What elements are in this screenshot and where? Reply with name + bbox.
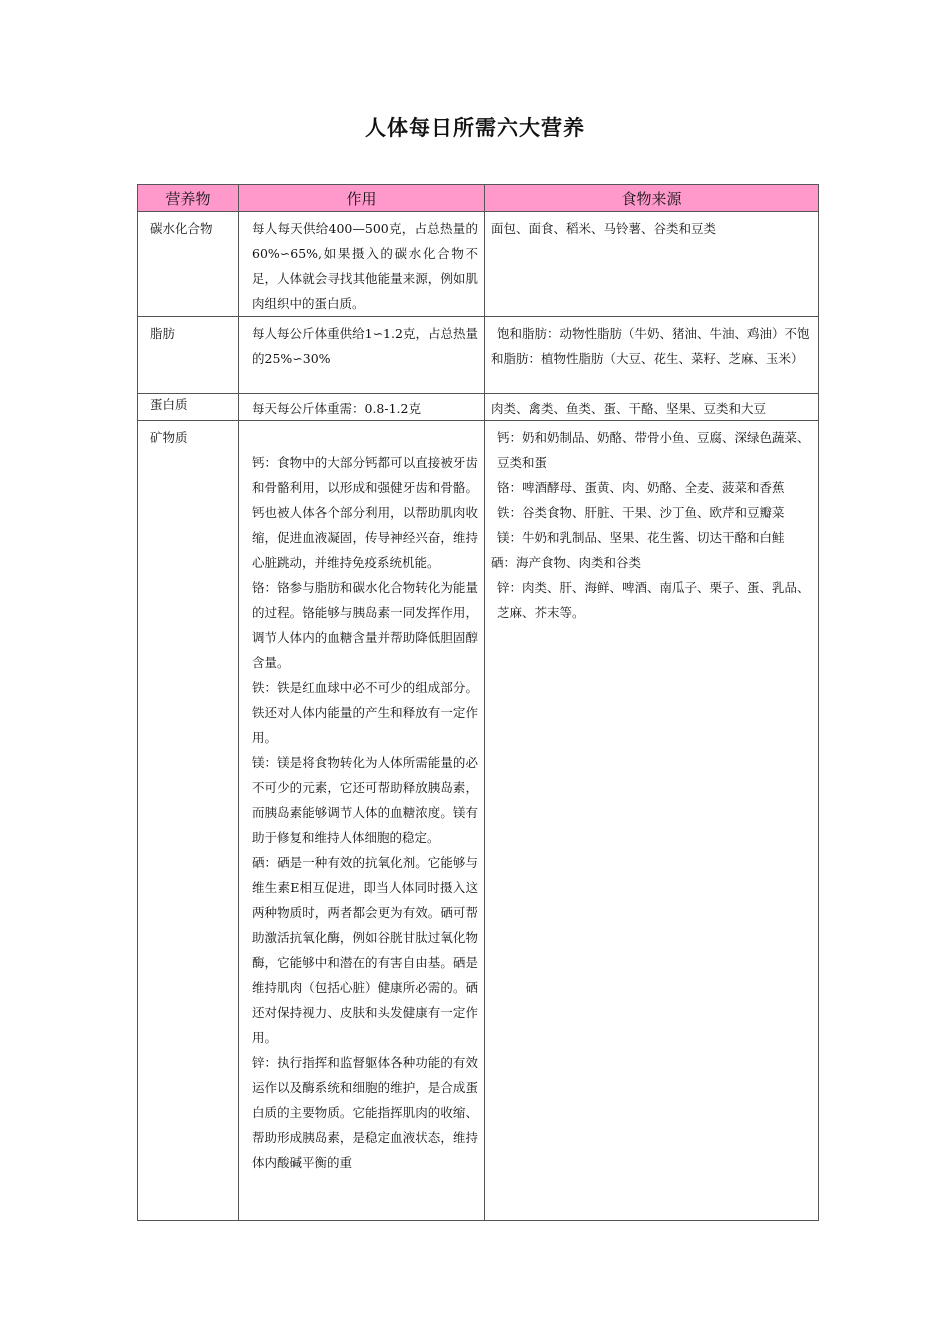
nutrient-source: 面包、面食、稻米、马铃薯、谷类和豆类 xyxy=(485,212,819,317)
table-row-fat xyxy=(138,317,819,394)
table-header-row xyxy=(138,185,819,212)
nutrient-source-text: 饱和脂肪：动物性脂肪（牛奶、猪油、牛油、鸡油）不饱和脂肪：植物性脂肪（大豆、花生、菜籽、芝麻、玉米） xyxy=(491,326,810,366)
header-effect: 作用 xyxy=(239,185,485,212)
nutrient-name: 碳水化合物 xyxy=(138,212,239,317)
nutrient-name: 矿物质 xyxy=(138,421,239,1221)
nutrient-effect xyxy=(239,421,485,1221)
page-title: 人体每日所需六大营养 xyxy=(365,116,585,140)
nutrient-effect: 每天每公斤体重需：0.8-1.2克 xyxy=(239,394,485,421)
nutrient-source xyxy=(485,421,819,1221)
mineral-source-chromium: 铬：啤酒酵母、蛋黄、肉、奶酪、全麦、菠菜和香蕉 xyxy=(497,480,785,495)
nutrition-table xyxy=(137,184,819,1221)
nutrient-effect: 每人每天供给400—500克，占总热量的60%∽65%,如果摄入的碳水化合物不足，人体就会寻找其他能量来源，例如肌肉组织中的蛋白质。 xyxy=(239,212,485,317)
mineral-effect-selenium: 硒：硒是一种有效的抗氧化剂。它能够与维生素E相互促进，即当人体同时摄入这两种物质时，两者都会更为有效。硒可帮助激活抗氧化酶，例如谷胱甘肽过氧化物酶，它能够中和潜在的有害自由基。硒是维持肌肉（包括心脏）健康所必需的。硒还对保持视力、皮肤和头发健康有一定作用。 xyxy=(252,855,478,1045)
nutrient-name: 脂肪 xyxy=(138,317,239,394)
blank-line xyxy=(252,425,478,450)
mineral-source-selenium: 硒：海产食物、肉类和谷类 xyxy=(491,555,642,570)
mineral-source-zinc: 锌：肉类、肝、海鲜、啤酒、南瓜子、栗子、蛋、乳品、芝麻、芥末等。 xyxy=(497,580,810,620)
mineral-source-magnesium: 镁：牛奶和乳制品、坚果、花生酱、切达干酪和白鲑 xyxy=(497,530,785,545)
mineral-effect-calcium: 钙：食物中的大部分钙都可以直接被牙齿和骨骼利用，以形成和强健牙齿和骨骼。钙也被人体各个部分利用，以帮助肌肉收缩，促进血液凝固，传导神经兴奋，维持心脏跳动，并维持免疫系统机能。 xyxy=(252,455,478,570)
table-row-mineral xyxy=(138,421,819,1221)
mineral-effect-iron: 铁：铁是红血球中必不可少的组成部分。铁还对人体内能量的产生和释放有一定作用。 xyxy=(252,680,478,745)
table-row-carbohydrate xyxy=(138,212,819,317)
mineral-effect-zinc: 锌：执行指挥和监督躯体各种功能的有效运作以及酶系统和细胞的维护，是合成蛋白质的主要物质。它能指挥肌肉的收缩、帮助形成胰岛素，是稳定血液状态，维持体内酸碱平衡的重 xyxy=(252,1055,478,1170)
nutrient-effect: 每人每公斤体重供给1∽1.2克，占总热量的25%∽30% xyxy=(239,317,485,394)
table-row-protein xyxy=(138,394,819,421)
header-food-source: 食物来源 xyxy=(485,185,819,212)
header-nutrient: 营养物 xyxy=(138,185,239,212)
mineral-effect-chromium: 铬：铬参与脂肪和碳水化合物转化为能量的过程。铬能够与胰岛素一同发挥作用，调节人体内的血糖含量并帮助降低胆固醇含量。 xyxy=(252,580,478,670)
nutrient-source: 肉类、禽类、鱼类、蛋、干酪、坚果、豆类和大豆 xyxy=(485,394,819,421)
nutrient-source xyxy=(485,317,819,394)
mineral-source-iron: 铁：谷类食物、肝脏、干果、沙丁鱼、欧芹和豆瓣菜 xyxy=(497,505,785,520)
nutrient-name: 蛋白质 xyxy=(138,394,239,421)
mineral-effect-magnesium: 镁：镁是将食物转化为人体所需能量的必不可少的元素，它还可帮助释放胰岛素，而胰岛素能够调节人体的血糖浓度。镁有助于修复和维持人体细胞的稳定。 xyxy=(252,755,478,845)
mineral-source-calcium: 钙：奶和奶制品、奶酪、带骨小鱼、豆腐、深绿色蔬菜、豆类和蛋 xyxy=(497,430,810,470)
